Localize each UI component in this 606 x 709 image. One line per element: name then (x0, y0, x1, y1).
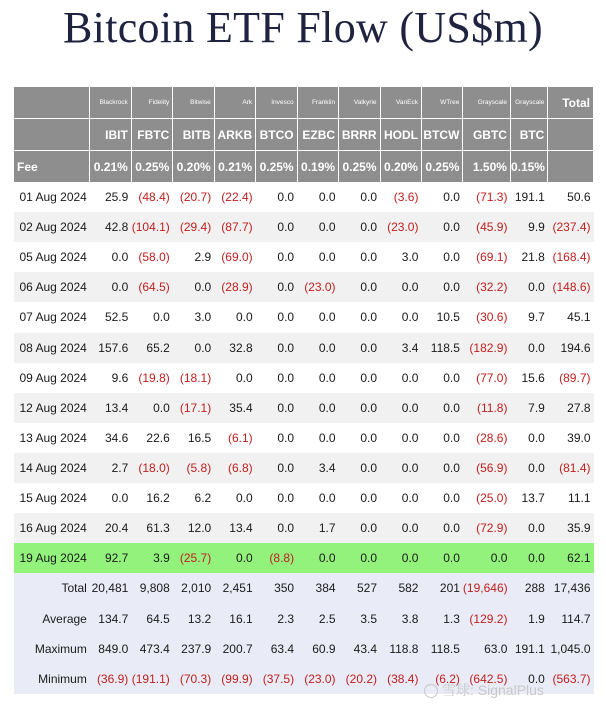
flow-cell: 1.7 (297, 513, 338, 543)
issuer-header: Franklin (297, 87, 338, 119)
flow-cell: (28.9) (214, 272, 255, 302)
flow-cell: 0.0 (421, 543, 462, 573)
flow-cell: 0.0 (339, 242, 380, 272)
flow-cell: (6.1) (214, 423, 255, 453)
flow-cell: (32.2) (463, 272, 511, 302)
flow-cell: 16.2 (131, 483, 172, 513)
flow-cell: (56.9) (463, 453, 511, 483)
page-title: Bitcoin ETF Flow (US$m) (63, 3, 543, 52)
flow-cell: 0.0 (421, 182, 462, 212)
flow-cell: 0.0 (339, 182, 380, 212)
flow-cell: 34.6 (90, 423, 131, 453)
ticker-header: FBTC (131, 119, 172, 151)
flow-cell: (19.8) (131, 363, 172, 393)
flow-cell: (22.4) (214, 182, 255, 212)
flow-cell: 0.0 (339, 363, 380, 393)
fee-header-row (14, 151, 594, 183)
flow-cell: 0.0 (297, 182, 338, 212)
flow-cell: (25.0) (463, 483, 511, 513)
row-date: 07 Aug 2024 (14, 302, 90, 332)
flow-cell: (20.7) (173, 182, 214, 212)
flow-cell: 0.0 (256, 242, 297, 272)
stats-cell: 114.7 (548, 604, 594, 634)
stats-cell: 43.4 (339, 634, 380, 664)
row-date: 12 Aug 2024 (14, 393, 90, 423)
flow-cell: 0.0 (214, 363, 255, 393)
flow-cell: 0.0 (256, 333, 297, 363)
ticker-header: BTCW (421, 119, 462, 151)
flow-cell: 0.0 (339, 302, 380, 332)
flow-cell: 0.0 (297, 302, 338, 332)
stats-cell: 9,808 (131, 573, 172, 603)
stats-cell: 2,451 (214, 573, 255, 603)
flow-cell: 0.0 (131, 393, 172, 423)
table-row (14, 212, 594, 242)
row-date: 01 Aug 2024 (14, 182, 90, 212)
row-total-cell: 62.1 (548, 543, 594, 573)
fee-header: 0.21% (214, 151, 255, 183)
row-total-cell: (148.6) (548, 272, 594, 302)
flow-cell: 0.0 (421, 483, 462, 513)
stats-cell: 201 (421, 573, 462, 603)
row-date: 02 Aug 2024 (14, 212, 90, 242)
stats-cell: 191.1 (510, 634, 547, 664)
row-date: 08 Aug 2024 (14, 333, 90, 363)
flow-cell: (30.6) (463, 302, 511, 332)
stats-cell: 118.8 (380, 634, 421, 664)
table-row (14, 423, 594, 453)
stats-cell: 2,010 (173, 573, 214, 603)
stats-label: Total (14, 573, 90, 603)
row-date: 06 Aug 2024 (14, 272, 90, 302)
flow-cell: (18.1) (173, 363, 214, 393)
flow-cell: 0.0 (297, 333, 338, 363)
ticker-header: EZBC (297, 119, 338, 151)
flow-cell: 35.4 (214, 393, 255, 423)
stats-cell: (129.2) (463, 604, 511, 634)
flow-cell: 191.1 (510, 182, 547, 212)
flow-cell: 0.0 (214, 483, 255, 513)
table-row (14, 513, 594, 543)
stats-cell: 2.5 (297, 604, 338, 634)
stats-cell: 200.7 (214, 634, 255, 664)
row-date: 14 Aug 2024 (14, 453, 90, 483)
flow-cell: 0.0 (297, 543, 338, 573)
flow-cell: (23.0) (297, 272, 338, 302)
flow-cell: 0.0 (256, 212, 297, 242)
stats-cell: (70.3) (173, 664, 214, 694)
table-row (14, 182, 594, 212)
flow-cell: (6.8) (214, 453, 255, 483)
stats-cell: (20.2) (339, 664, 380, 694)
stats-cell: (191.1) (131, 664, 172, 694)
row-total-cell: 35.9 (548, 513, 594, 543)
flow-cell: 0.0 (339, 272, 380, 302)
stats-cell: 849.0 (90, 634, 131, 664)
ticker-header: ARKB (214, 119, 255, 151)
flow-cell: 9.6 (90, 363, 131, 393)
flow-cell: 0.0 (297, 393, 338, 423)
issuer-header: Bitwise (173, 87, 214, 119)
fee-header: 0.25% (131, 151, 172, 183)
stats-cell: 13.2 (173, 604, 214, 634)
issuer-header: Blackrock (90, 87, 131, 119)
stats-cell: 16.1 (214, 604, 255, 634)
stats-cell: 1,045.0 (548, 634, 594, 664)
flow-cell: 52.5 (90, 302, 131, 332)
flow-cell: 0.0 (421, 212, 462, 242)
flow-cell: 0.0 (90, 272, 131, 302)
row-total-cell: (168.4) (548, 242, 594, 272)
table-row (14, 363, 594, 393)
flow-cell: 0.0 (380, 363, 421, 393)
stats-cell: 63.0 (463, 634, 511, 664)
fee-header: 0.25% (421, 151, 462, 183)
flow-cell: 0.0 (339, 513, 380, 543)
flow-cell: (64.5) (131, 272, 172, 302)
table-row (14, 302, 594, 332)
flow-cell: 0.0 (90, 483, 131, 513)
stats-cell: 288 (510, 573, 547, 603)
flow-cell: 0.0 (421, 242, 462, 272)
table-row (14, 333, 594, 363)
flow-cell: 15.6 (510, 363, 547, 393)
stats-cell: 60.9 (297, 634, 338, 664)
stats-cell: (36.9) (90, 664, 131, 694)
flow-cell: (29.4) (173, 212, 214, 242)
flow-cell: 0.0 (214, 543, 255, 573)
flow-cell: (17.1) (173, 393, 214, 423)
flow-cell: (5.8) (173, 453, 214, 483)
issuer-header: Invesco (256, 87, 297, 119)
flow-cell: (87.7) (214, 212, 255, 242)
flow-cell: 0.0 (510, 272, 547, 302)
ticker-header: BTC (510, 119, 547, 151)
stats-cell: (38.4) (380, 664, 421, 694)
flow-cell: 0.0 (256, 393, 297, 423)
stats-cell: 63.4 (256, 634, 297, 664)
stats-cell: 237.9 (173, 634, 214, 664)
flow-cell: 0.0 (421, 453, 462, 483)
flow-cell: 0.0 (339, 393, 380, 423)
ticker-header: HODL (380, 119, 421, 151)
flow-cell: 2.7 (90, 453, 131, 483)
ticker-header-row (14, 119, 594, 151)
flow-cell: (77.0) (463, 363, 511, 393)
flow-cell: 0.0 (256, 423, 297, 453)
flow-cell: (11.8) (463, 393, 511, 423)
flow-cell: 0.0 (510, 513, 547, 543)
table-row (14, 453, 594, 483)
stats-label: Minimum (14, 664, 90, 694)
row-total-cell: 39.0 (548, 423, 594, 453)
flow-cell: 0.0 (510, 543, 547, 573)
flow-cell: 0.0 (380, 272, 421, 302)
fee-header: 0.25% (339, 151, 380, 183)
flow-cell: 0.0 (297, 242, 338, 272)
table-row (14, 272, 594, 302)
flow-cell: (72.9) (463, 513, 511, 543)
flow-cell: 21.8 (510, 242, 547, 272)
total-header-blank (548, 151, 594, 183)
flow-cell: 61.3 (131, 513, 172, 543)
table-row (14, 393, 594, 423)
flow-cell: (58.0) (131, 242, 172, 272)
row-total-cell: 194.6 (548, 333, 594, 363)
row-date: 15 Aug 2024 (14, 483, 90, 513)
flow-cell: 92.7 (90, 543, 131, 573)
flow-cell: 3.0 (380, 242, 421, 272)
row-date: 19 Aug 2024 (14, 543, 90, 573)
flow-cell: 0.0 (380, 483, 421, 513)
ticker-header: BITB (173, 119, 214, 151)
row-total-cell: (89.7) (548, 363, 594, 393)
issuer-header: VanEck (380, 87, 421, 119)
header-corner (14, 87, 90, 119)
flow-cell: 0.0 (173, 333, 214, 363)
ticker-header: IBIT (90, 119, 131, 151)
stats-cell: 1.9 (510, 604, 547, 634)
stats-cell: 0.0 (510, 664, 547, 694)
fee-header: 1.50% (463, 151, 511, 183)
fee-label: Fee (14, 151, 90, 183)
row-total-cell: 50.6 (548, 182, 594, 212)
flow-cell: 9.7 (510, 302, 547, 332)
stats-cell: 20,481 (90, 573, 131, 603)
stats-cell: 3.8 (380, 604, 421, 634)
flow-cell: 0.0 (90, 242, 131, 272)
flow-cell: 0.0 (380, 393, 421, 423)
flow-cell: 0.0 (380, 453, 421, 483)
fee-header: 0.15% (510, 151, 547, 183)
row-total-cell: 45.1 (548, 302, 594, 332)
row-date: 16 Aug 2024 (14, 513, 90, 543)
issuer-header: WTree (421, 87, 462, 119)
flow-cell: (69.0) (214, 242, 255, 272)
ticker-header: BTCO (256, 119, 297, 151)
stats-label: Maximum (14, 634, 90, 664)
flow-cell: 157.6 (90, 333, 131, 363)
flow-cell: (104.1) (131, 212, 172, 242)
stats-label: Average (14, 604, 90, 634)
flow-cell: (71.3) (463, 182, 511, 212)
flow-cell: 0.0 (510, 333, 547, 363)
ticker-header: GBTC (463, 119, 511, 151)
issuer-header: Grayscale (463, 87, 511, 119)
flow-cell: 0.0 (510, 453, 547, 483)
stats-cell: (642.5) (463, 664, 511, 694)
flow-cell: (18.0) (131, 453, 172, 483)
flow-cell: 0.0 (256, 302, 297, 332)
flow-cell: (48.4) (131, 182, 172, 212)
issuer-header: Grayscale (510, 87, 547, 119)
stats-cell: (99.9) (214, 664, 255, 694)
flow-cell: 12.0 (173, 513, 214, 543)
stats-cell: (23.0) (297, 664, 338, 694)
flow-cell: 13.7 (510, 483, 547, 513)
flow-cell: (8.8) (256, 543, 297, 573)
flow-cell: 16.5 (173, 423, 214, 453)
total-header: Total (548, 87, 594, 119)
fee-header: 0.20% (380, 151, 421, 183)
flow-cell: 0.0 (297, 212, 338, 242)
etf-flow-table (14, 87, 594, 694)
stats-row (14, 573, 594, 603)
row-total-cell: (81.4) (548, 453, 594, 483)
flow-cell: 0.0 (173, 272, 214, 302)
stats-cell: (6.2) (421, 664, 462, 694)
flow-cell: 0.0 (297, 423, 338, 453)
flow-cell: 118.5 (421, 333, 462, 363)
flow-cell: 0.0 (131, 302, 172, 332)
flow-cell: 0.0 (214, 302, 255, 332)
fee-header: 0.25% (256, 151, 297, 183)
flow-cell: 0.0 (421, 513, 462, 543)
flow-cell: 0.0 (339, 453, 380, 483)
flow-cell: 6.2 (173, 483, 214, 513)
stats-cell: 118.5 (421, 634, 462, 664)
stats-cell: (37.5) (256, 664, 297, 694)
stats-cell: 350 (256, 573, 297, 603)
flow-cell: 0.0 (256, 483, 297, 513)
stats-cell: 64.5 (131, 604, 172, 634)
stats-cell: 473.4 (131, 634, 172, 664)
flow-cell: 0.0 (380, 423, 421, 453)
total-header-blank (548, 119, 594, 151)
flow-cell: 0.0 (510, 423, 547, 453)
stats-cell: 527 (339, 573, 380, 603)
ticker-header: BRRR (339, 119, 380, 151)
flow-cell: 0.0 (256, 182, 297, 212)
flow-cell: 3.0 (173, 302, 214, 332)
row-total-cell: (237.4) (548, 212, 594, 242)
row-date: 13 Aug 2024 (14, 423, 90, 453)
flow-cell: 9.9 (510, 212, 547, 242)
flow-cell: 3.9 (131, 543, 172, 573)
table-row (14, 543, 594, 573)
flow-cell: 0.0 (421, 423, 462, 453)
row-date: 05 Aug 2024 (14, 242, 90, 272)
flow-cell: (23.0) (380, 212, 421, 242)
flow-cell: 2.9 (173, 242, 214, 272)
stats-row (14, 634, 594, 664)
stats-cell: 134.7 (90, 604, 131, 634)
fee-header: 0.19% (297, 151, 338, 183)
flow-cell: 0.0 (380, 302, 421, 332)
flow-cell: 0.0 (256, 272, 297, 302)
flow-cell: 0.0 (297, 363, 338, 393)
flow-cell: (25.7) (173, 543, 214, 573)
flow-cell: 0.0 (256, 453, 297, 483)
flow-cell: 0.0 (421, 363, 462, 393)
table-row (14, 242, 594, 272)
flow-cell: 0.0 (256, 363, 297, 393)
flow-cell: 7.9 (510, 393, 547, 423)
flow-cell: 0.0 (339, 543, 380, 573)
flow-cell: 0.0 (421, 393, 462, 423)
stats-cell: 384 (297, 573, 338, 603)
flow-cell: 13.4 (90, 393, 131, 423)
flow-cell: 20.4 (90, 513, 131, 543)
flow-cell: 3.4 (380, 333, 421, 363)
flow-cell: 0.0 (380, 513, 421, 543)
flow-cell: 0.0 (339, 333, 380, 363)
flow-cell: 3.4 (297, 453, 338, 483)
flow-cell: 0.0 (421, 272, 462, 302)
stats-cell: (19,646) (463, 573, 511, 603)
issuer-header-row (14, 87, 594, 119)
row-total-cell: 11.1 (548, 483, 594, 513)
stats-row (14, 604, 594, 634)
flow-cell: 13.4 (214, 513, 255, 543)
flow-cell: (69.1) (463, 242, 511, 272)
stats-cell: 17,436 (548, 573, 594, 603)
flow-cell: 32.8 (214, 333, 255, 363)
flow-cell: 0.0 (256, 513, 297, 543)
flow-cell: 0.0 (339, 212, 380, 242)
flow-cell: 0.0 (380, 543, 421, 573)
stats-cell: 582 (380, 573, 421, 603)
flow-cell: 42.8 (90, 212, 131, 242)
flow-cell: 0.0 (339, 483, 380, 513)
table-row (14, 483, 594, 513)
watermark (424, 680, 544, 700)
flow-cell: 0.0 (339, 423, 380, 453)
snowball-logo-icon (424, 684, 438, 698)
row-total-cell: 27.8 (548, 393, 594, 423)
issuer-header: Fidelity (131, 87, 172, 119)
flow-cell: 22.6 (131, 423, 172, 453)
fee-header: 0.21% (90, 151, 131, 183)
flow-cell: (28.6) (463, 423, 511, 453)
flow-cell: 0.0 (297, 483, 338, 513)
stats-cell: 1.3 (421, 604, 462, 634)
header-corner (14, 119, 90, 151)
flow-cell: (45.9) (463, 212, 511, 242)
flow-cell: 10.5 (421, 302, 462, 332)
stats-cell: 2.3 (256, 604, 297, 634)
issuer-header: Valkyrie (339, 87, 380, 119)
flow-cell: 25.9 (90, 182, 131, 212)
row-date: 09 Aug 2024 (14, 363, 90, 393)
issuer-header: Ark (214, 87, 255, 119)
flow-cell: 0.0 (463, 543, 511, 573)
flow-cell: 65.2 (131, 333, 172, 363)
watermark-text: 雪球: SignalPlus (442, 682, 544, 698)
stats-cell: (563.7) (548, 664, 594, 694)
flow-cell: (3.6) (380, 182, 421, 212)
stats-cell: 3.5 (339, 604, 380, 634)
flow-cell: (182.9) (463, 333, 511, 363)
fee-header: 0.20% (173, 151, 214, 183)
